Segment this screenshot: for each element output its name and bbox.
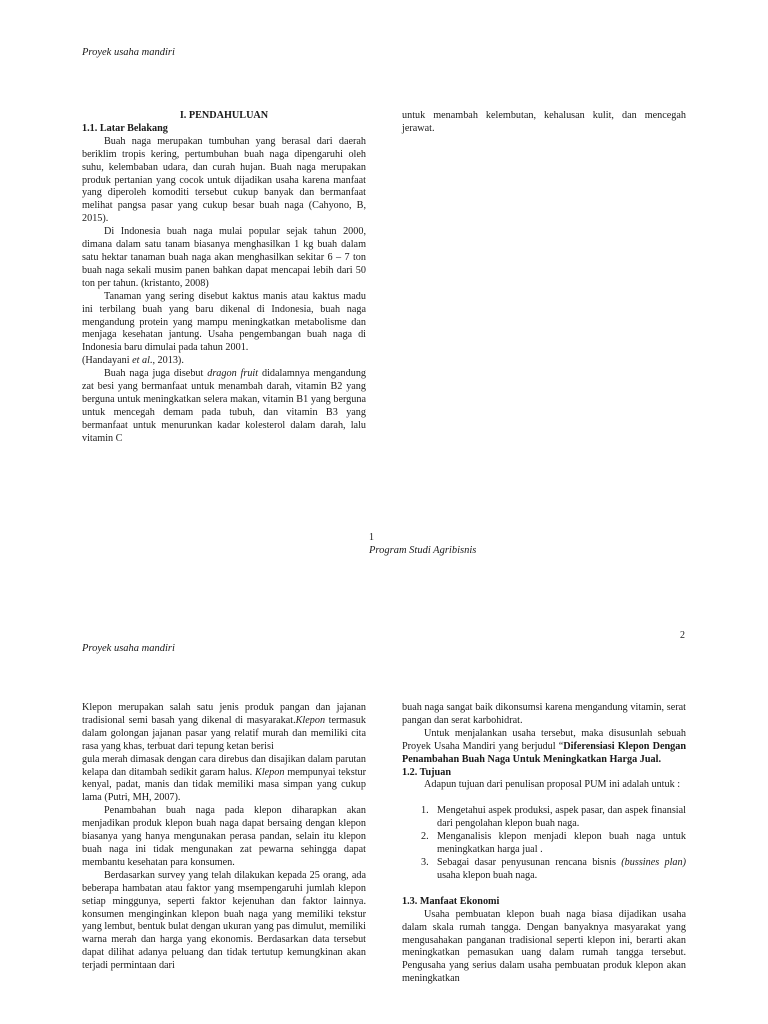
paragraph: buah naga sangat baik dikonsumsi karena mengandung vitamin, serat pangan dan serat karbohidrat. [402, 702, 686, 726]
citation: (Handayani et al., 2013). [82, 355, 184, 367]
list-item: 1. Mengetahui aspek produksi, aspek pasar, dan aspek finansial dari pengolahan klepon buah naga. [421, 805, 686, 830]
page1-right-column [402, 110, 686, 136]
paragraph: gula merah dimasak dengan cara direbus dan disajikan dalam parutan kelapa dan ditambah sedikit garam halus. Klepon mempunyai tekstur kenyal, padat, manis dan tidak memiliki masa simpan yang cukup lama (Putri, MH, 2007). [82, 753, 367, 804]
paragraph: Untuk menjalankan usaha tersebut, maka disusunlah sebuah Proyek Usaha Mandiri yang berjudul “Diferensiasi Klepon Dengan Penambahan Buah Naga Untuk Meningkatkan Harga Jual. [402, 727, 686, 765]
paragraph: Klepon merupakan salah satu jenis produk pangan dan jajanan tradisional semi basah yang dikenal di masyarakat.Klepon termasuk dalam golongan jajanan pasar yang relatif murah dan memiliki cita rasa yang khas, terbuat dari tepung ketan berisi [82, 702, 366, 752]
list-item: 2. Menganalisis klepon menjadi klepon buah naga untuk meningkatkan harga jual . [421, 831, 686, 856]
section-heading-1-2: 1.2. Tujuan [402, 766, 451, 778]
page1-left-column [82, 110, 366, 446]
section-heading-1-3: 1.3. Manfaat Ekonomi [402, 895, 500, 907]
page-header: Proyek usaha mandiri [82, 643, 175, 654]
paragraph: Tanaman yang sering disebut kaktus manis atau kaktus madu ini terbilang buah yang baru dikenal di Indonesia, buah naga mengandung protein yang mampu meningkatkan metabolisme dan menjaga kesehatan jantung. Usaha pengembangan buah naga di Indonesia baru dimulai pada tahun 2001. [82, 290, 366, 354]
page-footer: Program Studi Agribisnis [369, 545, 477, 556]
page2-left-column [82, 702, 366, 973]
goals-list [402, 805, 686, 882]
chapter-title: I. PENDAHULUAN [179, 110, 269, 121]
page-header: Proyek usaha mandiri [82, 47, 175, 58]
page-number: 1 [369, 532, 374, 543]
paragraph: untuk menambah kelembutan, kehalusan kulit, dan mencegah jerawat. [402, 110, 686, 134]
section-heading-1-1: 1.1. Latar Belakang [82, 122, 168, 134]
paragraph: Penambahan buah naga pada klepon diharapkan akan menjadikan produk klepon buah naga dapat bersaing dengan klepon biasanya yang hanya mengunakan perasa pandan, selain itu klepon buah naga ini tidak mengunakan zat pewarna sehingga dapat membantu kesehatan para konsumen. [82, 805, 366, 868]
paragraph: Di Indonesia buah naga mulai popular sejak tahun 2000, dimana dalam satu tanam biasanya menghasilkan 1 kg buah dalam satu hektar tanaman buah naga akan menghasilkan sekitar 6 – 7 ton buah naga sekali musim panen bahkan dapat mencapai lebih dari 50 ton per tahun. (kristanto, 2008) [82, 226, 366, 289]
paragraph: Buah naga juga disebut dragon fruit didalamnya mengandung zat besi yang bermanfaat untuk menambah darah, vitamin B2 yang berguna untuk meningkatkan selera makan, vitamin B1 yang berguna untuk mencegah demam pada tubuh, dan vitamin B3 yang bermanfaat untuk menurunkan kadar kolesterol dalam darah, lalu vitamin C [82, 368, 367, 444]
paragraph: Usaha pembuatan klepon buah naga biasa dijadikan usaha dalam skala rumah tangga. Dengan banyaknya masyarakat yang mengusahakan panganan tradisional seperti klepon ini, berarti akan meningkatkan pemasukan uang dalam rumah tangga tersebut. Pengusaha yang serius dalam usaha pembuatan produk klepon akan meningkatkan [402, 908, 686, 985]
paragraph: Buah naga merupakan tumbuhan yang berasal dari daerah beriklim tropis kering, pertumbuhan buah naga dipengaruhi oleh suhu, kelembaban udara, dan curah hujan. Buah naga merupakan produk pertanian yang cocok untuk dijadikan usaha karena manfaat yang diperoleh komoditi tersebut cukup banyak dan bermanfaat melihat pangsa pasar yang cukup besar buah naga (Cahyono, B, 2015). [82, 135, 366, 225]
paragraph: Adapun tujuan dari penulisan proposal PUM ini adalah untuk : [424, 779, 681, 791]
list-item: 3. Sebagai dasar penyusunan rencana bisnis (bussines plan) usaha klepon buah naga. [421, 856, 686, 881]
page-number: 2 [680, 630, 685, 641]
paragraph: Berdasarkan survey yang telah dilakukan kepada 25 orang, ada beberapa hambatan atau faktor yang msempengaruhi jumlah klepon setiap minggunya, seperti faktor kejenuhan dan faktor lainnya. konsumen menginginkan klepon buah naga yang memiliki tekstur yang lembut, bentuk bulat dengan ukuran yang pas dimulut, memiliki warna merah dan harga yang ekonomis. Berdasarkan data tersebut dapat dilihat adanya peluang dan tidak tertutup kemungkinan akan terjadi permintaan dari [82, 869, 366, 972]
page2-right-column [402, 702, 686, 986]
